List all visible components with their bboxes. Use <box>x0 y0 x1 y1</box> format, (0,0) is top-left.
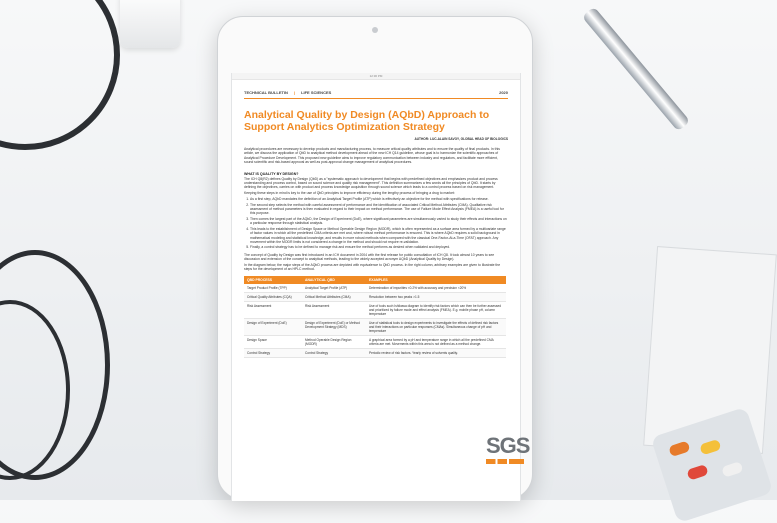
aqbd-table <box>244 276 506 358</box>
steps-intro: Keeping these steps in mind is key to the use of QbD principles to improve efficiency during the lengthy process of bringing a drug to market: <box>244 190 455 195</box>
article-title: Analytical Quality by Design (AQbD) Approach to Support Analytics Optimization Strategy <box>244 109 490 133</box>
table-row <box>244 349 506 358</box>
table-cell: Analytical Target Profile (ATP) <box>302 284 366 293</box>
bulletin-header <box>244 90 508 99</box>
table-cell: Periodic review of risk factors. Yearly review of solvents quality. <box>366 349 506 358</box>
table-cell: A graphical area formed by a pH and temperature range in which all the predefined CMA criteria are met. Movements within this area is not defined as a method change. <box>366 336 506 349</box>
section-heading: WHAT IS QUALITY BY DESIGN? <box>244 171 299 176</box>
article-author: AUTHOR: LUC-ALAIN SAVOY, GLOBAL HEAD OF BIOLOGICS <box>414 137 508 141</box>
pill-icon <box>721 461 743 478</box>
header-bulletin-label: TECHNICAL BULLETIN <box>244 90 288 95</box>
table-cell: Design of Experiment (DoE) or Method Development Strategy (MDS) <box>302 319 366 336</box>
step-item: 1. As a first step, AQbD mandates the definition of an Analytical Target Profile (ATP) which is effectively an objective for the method with specifications for release. <box>250 197 508 201</box>
steps-list <box>250 197 508 249</box>
step-item: 3. Then comes the largest part of the AQbD, the Design of Experiment (DoE), where significant parameters are simultaneously varied to study their effects and interactions on a particular response through statistical analysis. <box>250 217 508 226</box>
table-cell: Use of statistical tools to design experiments to investigate the effects of defined risk factors and their interactions on particular responses (CMAs). Simultaneous change of pH and temperature <box>366 319 506 336</box>
step-item: 2. The second step selects the method with careful assessment of performance and the identification of associated Critical Method Attributes (CMA). Qualitative risk assessment of method parameters is then evaluated in regard to their impact on method performance. The use of Failure Mode Effect Analysis (FMEA) is a useful tool for this purpose. <box>250 203 508 216</box>
stethoscope-tube <box>0 0 120 150</box>
table-cell: Design of Experiment (DoE) <box>244 319 302 336</box>
table-cell: Risk Assessment <box>302 302 366 319</box>
table-cell: Use of tools such Ishikawa diagram to identify risk factors which can then be further assessed and prioritized by failure mode and effect analysis (FMEA). E.g. mobile phase pH, column temperature <box>366 302 506 319</box>
table-row <box>244 302 506 319</box>
table-cell: Target Product Profile (TPP) <box>244 284 302 293</box>
table-row <box>244 284 506 293</box>
header-year: 2020 <box>499 90 508 95</box>
status-bar <box>232 73 520 80</box>
table-header-row <box>244 276 506 284</box>
status-time: 12:30 PM <box>369 74 383 78</box>
sgs-logo: SGS <box>486 433 530 458</box>
table-cell: Critical Quality Attributes (CQA) <box>244 293 302 302</box>
table-cell: Design Space <box>244 336 302 349</box>
pill-icon <box>699 439 721 456</box>
table-row <box>244 336 506 349</box>
table-cell: Resolution between two peaks >1.5 <box>366 293 506 302</box>
table-cell: Determination of impurities <0.2% with accuracy and precision <20% <box>366 284 506 293</box>
table-cell: Control Strategy <box>302 349 366 358</box>
header-separator: | <box>293 90 296 95</box>
table-row <box>244 293 506 302</box>
step-item: 4. This leads to the establishment of Design Space or Method Operable Design Region (MODR), which is often represented as a surface area formed by a multivariate range of factor values in which all the predefined CMA criteria are met and, where robust method performance is ensured. This is where AQbD requires a solid background in mathematical modeling and statistical knowledge, and results in more robust methods when compared with the classical One-Factor-At-a-Time (OFAT) approach. Any movement within the MODR limits is not considered a change in the method and should not require re-validation. <box>250 227 508 245</box>
section-paragraph: The ICH Q8(R2) defines Quality by Design (QbD) as a "systematic approach to development that begins with predefined objectives and emphasizes product and process understanding and process control, based on sound science and quality risk management". This definition summarizes a few words all the principles of QbD. It starts by defining the objectives, carries on with product and process knowledge acquisition through sound science which leads to a control process based on risk management. <box>244 176 498 190</box>
pen <box>582 6 691 131</box>
column-header: EXAMPLES <box>366 276 506 284</box>
pill-icon <box>668 440 690 457</box>
pill-icon <box>686 464 708 481</box>
pill-bottle <box>120 0 180 48</box>
tablet <box>217 16 533 500</box>
header-category-label: LIFE SCIENCES <box>301 90 332 95</box>
column-header: QBD PROCESS <box>244 276 302 284</box>
table-cell: Method Operable Design Region (MODR) <box>302 336 366 349</box>
history-paragraph: The concept of Quality by Design was first introduced in an ICH document in 2004 with the first release for public consultation of ICH Q8. It took almost 10 years to see discussion and extension of the concept to analytical methods, leading to the widely accepted acronym AQbD (Analytical Quality by Design). <box>244 252 495 262</box>
table-cell: Risk Assessment <box>244 302 302 319</box>
camera-icon <box>372 27 378 33</box>
step-item: 5. Finally, a control strategy has to be defined to manage risk and ensure the method performs as desired when validated and deployed. <box>250 245 508 249</box>
diagram-paragraph: In the diagram below, the major steps of the AQbD process are depicted with equivalence to QbD process. In the right column, arbitrary examples are given to illustrate the steps for the development of an HPLC method. <box>244 262 501 271</box>
table-row <box>244 319 506 336</box>
column-header: ANALYTICAL QBD <box>302 276 366 284</box>
intro-paragraph: Analytical procedures are necessary to develop products and manufacturing process, to measure critical quality attributes and to ensure the quality of final products. In this article, we discuss the application of QbD to analytical method development ahead of the new ICH Q14 guideline, whose goal is to harmonize the scientific approaches of Analytical Procedure Development. This proposed new guideline aims to improve regulatory communication between industry and regulators, and facilitate more efficient, sound scientific and risk-based approval as well as post-approval change management of analytical procedures. <box>244 147 500 165</box>
tablet-screen[interactable] <box>231 73 530 501</box>
sgs-logo-bar <box>486 459 524 464</box>
table-cell: Control Strategy <box>244 349 302 358</box>
table-cell: Critical Method Attributes (CMA) <box>302 293 366 302</box>
